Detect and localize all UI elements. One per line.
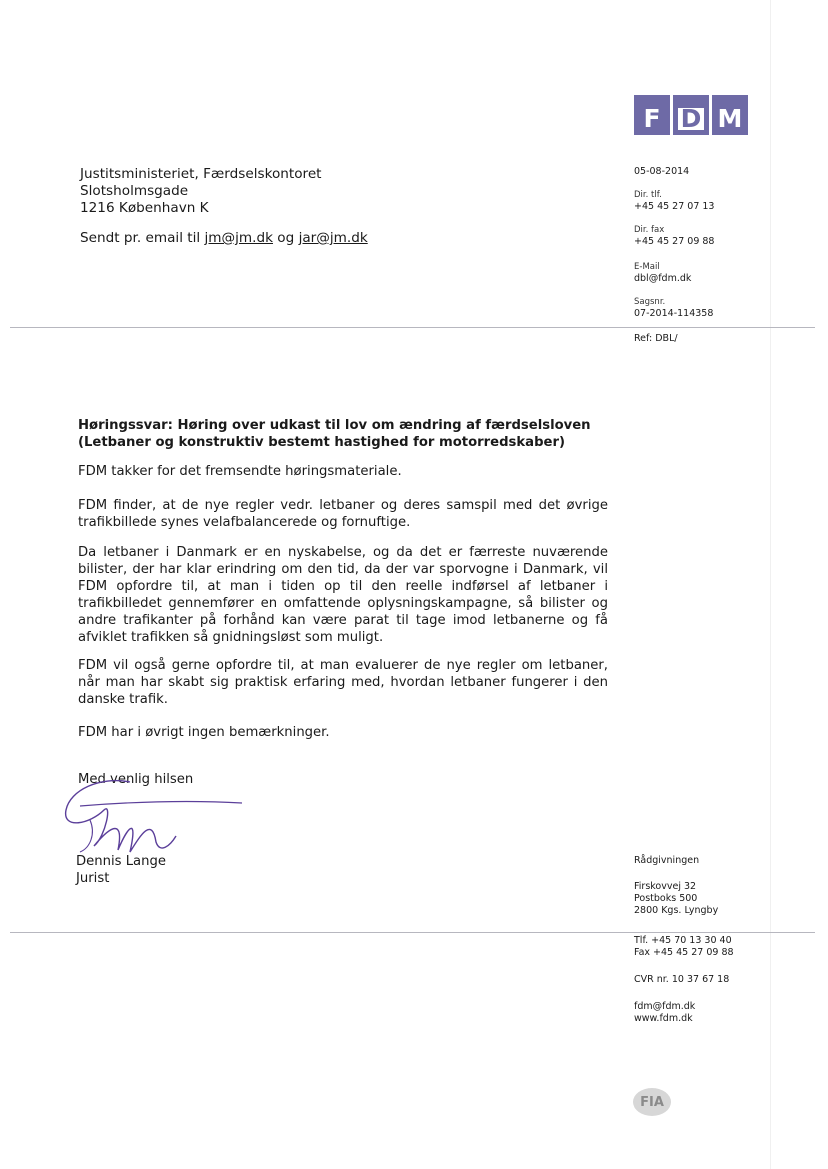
paragraph-5: FDM har i øvrigt ingen bemærkninger. <box>78 725 330 740</box>
recipient-line-2: Slotsholmsgade <box>80 183 189 199</box>
web-contact <box>634 1001 695 1025</box>
paragraph-2: FDM finder, at de nye regler vedr. letbaner og deres samspil med det øvrige trafikbillede synes velafbalancerede og fornuftige. <box>78 498 608 530</box>
subject-line-2: (Letbaner og konstruktiv bestemt hastighed for motorredskaber) <box>78 435 565 450</box>
paragraph-3: Da letbaner i Danmark er en nyskabelse, og da det er færreste nuværende bilister, der har klar erindring om den tid, da der var sporvogne i Danmark, vil FDM opfordre til, at man i tiden op til den reelle indførsel af letbaner i trafikbilledet gennemfører en omfattende oplysningskampagne, så bilister og andre trafikanter på forhånd kan være parat til tage imod letbanerne og få afviklet trafikken så gnidningsløst som muligt. <box>78 545 608 645</box>
email-link-jar[interactable]: jar@jm.dk <box>298 230 368 246</box>
letter-date: 05-08-2014 <box>634 166 690 177</box>
logo-letter-d: D <box>673 95 709 135</box>
direct-fax-value: +45 45 27 09 88 <box>634 236 715 247</box>
sent-by-email-line <box>80 230 368 246</box>
handwritten-signature <box>60 776 250 858</box>
fdm-logo <box>634 95 748 135</box>
fax-number: Fax +45 45 27 09 88 <box>634 947 734 958</box>
footer-website: www.fdm.dk <box>634 1013 693 1024</box>
cvr-number: CVR nr. 10 37 67 18 <box>634 974 730 985</box>
fia-logo: FIA <box>633 1088 671 1116</box>
po-box: Postboks 500 <box>634 893 698 904</box>
email-block <box>634 261 691 285</box>
sent-prefix: Sendt pr. email til <box>80 230 205 246</box>
recipient-line-1: Justitsministeriet, Færdselskontoret <box>80 166 322 182</box>
direct-phone-label: Dir. tlf. <box>634 190 662 200</box>
page-edge-line <box>770 0 771 1169</box>
direct-fax-label: Dir. fax <box>634 225 665 235</box>
closing: Med venlig hilsen <box>78 772 194 787</box>
city: 2800 Kgs. Lyngby <box>634 905 719 916</box>
email-link-jm[interactable]: jm@jm.dk <box>204 230 273 246</box>
letter-subject <box>78 417 608 451</box>
email-value: dbl@fdm.dk <box>634 273 692 284</box>
paragraph-1: FDM takker for det fremsendte høringsmateriale. <box>78 464 402 479</box>
postal-address <box>634 881 718 917</box>
subject-line-1: Høringssvar: Høring over udkast til lov om ændring af færdselsloven <box>78 418 591 433</box>
header-divider <box>10 327 815 328</box>
email-label: E-Mail <box>634 262 660 272</box>
department: Rådgivningen <box>634 855 700 866</box>
paragraph-4: FDM vil også gerne opfordre til, at man evaluerer de nye regler om letbaner, når man har skabt sig praktisk erfaring med, hvordan letbaner fungerer i den danske trafik. <box>78 658 608 707</box>
logo-letter-f: F <box>634 95 670 135</box>
footer-email: fdm@fdm.dk <box>634 1001 696 1012</box>
logo-letter-m: M <box>712 95 748 135</box>
recipient-line-3: 1216 København K <box>80 200 209 216</box>
direct-phone-block <box>634 189 714 213</box>
signer-block <box>76 853 166 887</box>
case-number-value: 07-2014-114358 <box>634 308 714 319</box>
reference: Ref: DBL/ <box>634 333 678 344</box>
case-number-block <box>634 296 713 320</box>
direct-phone-value: +45 45 27 07 13 <box>634 201 715 212</box>
signer-name: Dennis Lange <box>76 854 166 869</box>
case-number-label: Sagsnr. <box>634 297 666 307</box>
footer-divider <box>10 932 815 933</box>
recipient-address <box>80 166 322 217</box>
sent-joiner: og <box>272 230 299 246</box>
street: Firskovvej 32 <box>634 881 697 892</box>
direct-fax-block <box>634 224 714 248</box>
phone-number: Tlf. +45 70 13 30 40 <box>634 935 732 946</box>
signer-title: Jurist <box>76 871 110 886</box>
contact-numbers <box>634 935 734 959</box>
